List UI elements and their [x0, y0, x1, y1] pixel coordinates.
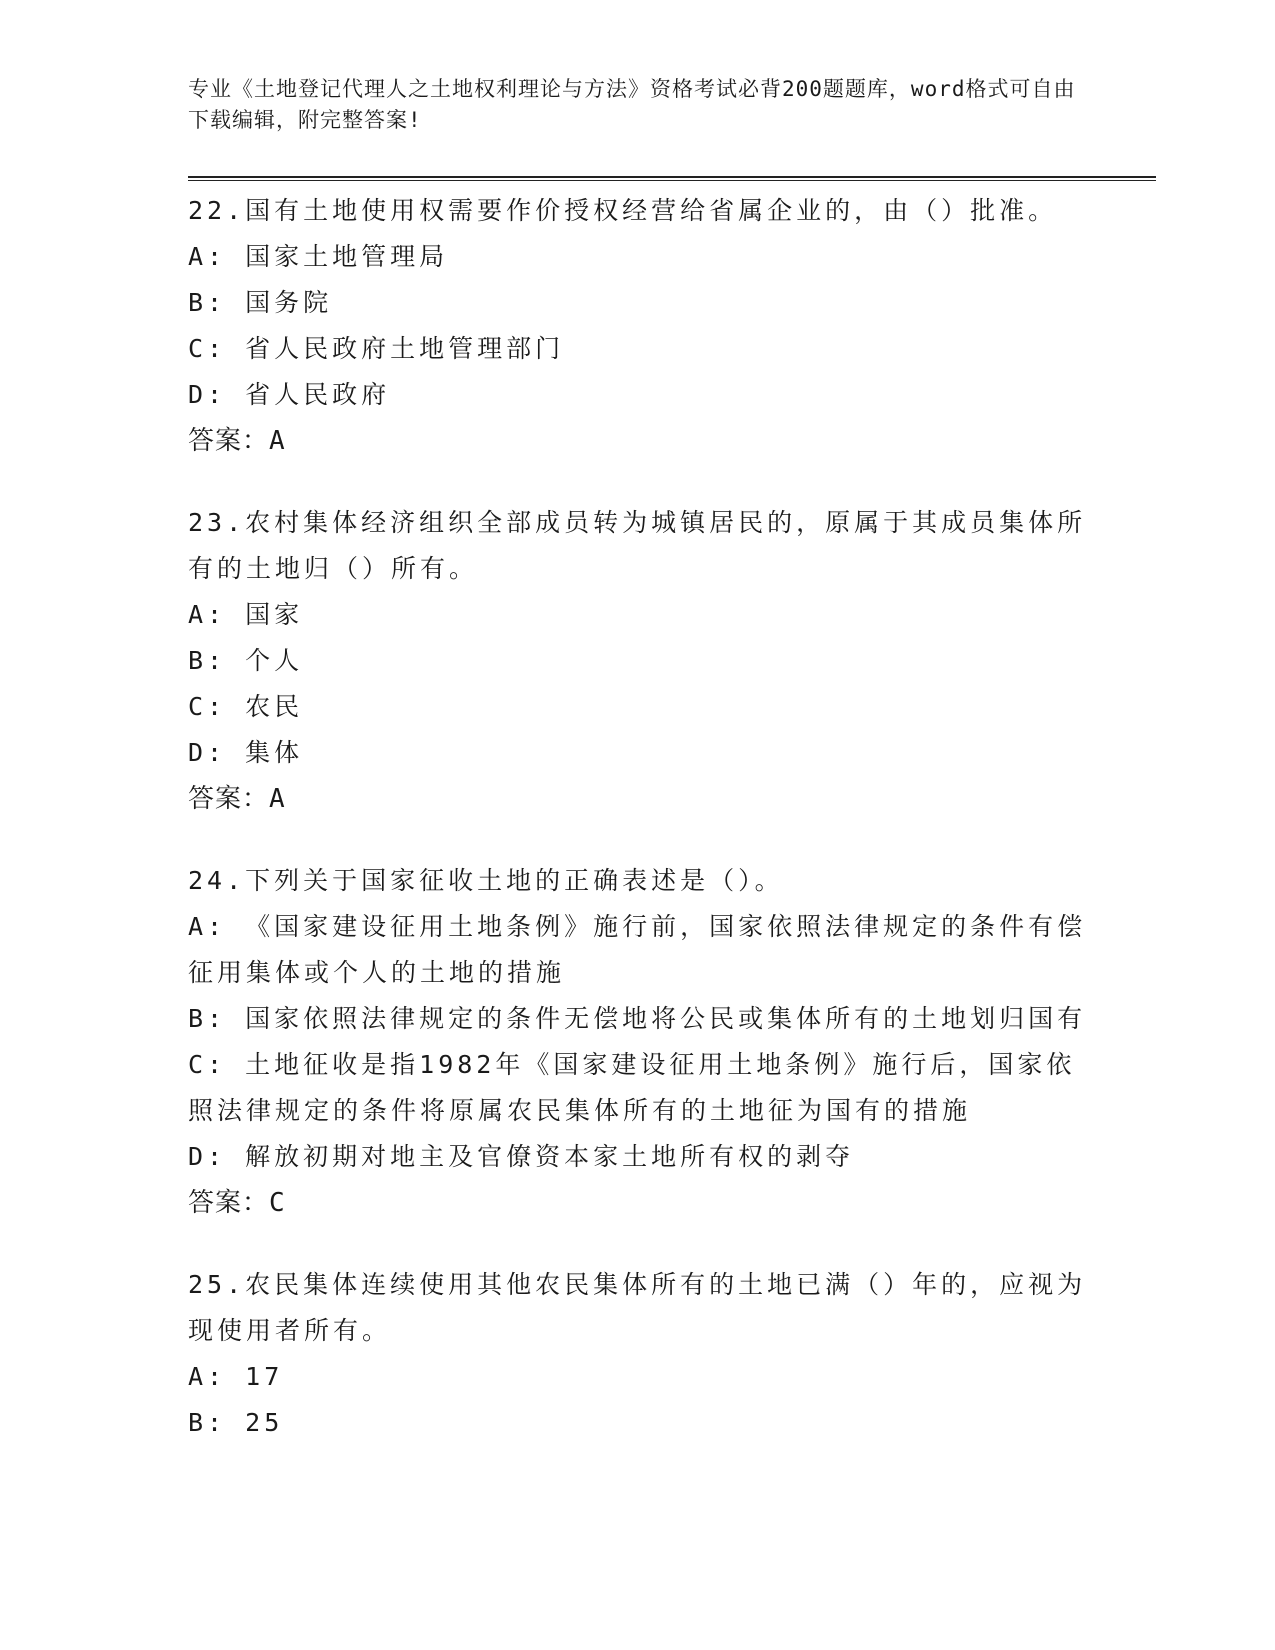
answer-label: 答案： [188, 426, 270, 456]
question-stem: 25.农民集体连续使用其他农民集体所有的土地已满（）年的，应视为现使用者所有。 [188, 1270, 1087, 1345]
option-a: A: 国家 [188, 600, 304, 629]
option-c: C: 农民 [188, 692, 304, 721]
answer-value: C [269, 1188, 286, 1218]
question-list [188, 188, 1088, 1482]
answer-line [188, 1180, 1088, 1226]
option-b: B: 国务院 [188, 288, 333, 317]
option-b: B: 个人 [188, 646, 304, 675]
document-header: 专业《土地登记代理人之土地权利理论与方法》资格考试必背200题题库，word格式可自由下载编辑，附完整答案! [188, 77, 1076, 132]
answer-value: A [269, 784, 286, 814]
answer-line [188, 776, 1088, 822]
answer-label: 答案： [188, 784, 270, 814]
option-b: B: 25 [188, 1408, 284, 1437]
option-d: D: 解放初期对地主及官僚资本家土地所有权的剥夺 [188, 1142, 855, 1171]
option-d: D: 省人民政府 [188, 380, 391, 409]
option-b: B: 国家依照法律规定的条件无偿地将公民或集体所有的土地划归国有 [188, 1004, 1087, 1033]
answer-line [188, 418, 1088, 464]
answer-value: A [269, 426, 286, 456]
question-stem: 23.农村集体经济组织全部成员转为城镇居民的，原属于其成员集体所有的土地归（）所有。 [188, 508, 1087, 583]
question-22 [188, 188, 1088, 464]
answer-label: 答案： [188, 1188, 270, 1218]
header-divider [188, 176, 1156, 181]
option-a: A: 国家土地管理局 [188, 242, 449, 271]
question-stem: 24.下列关于国家征收土地的正确表述是（）。 [188, 866, 784, 895]
option-a: A: 《国家建设征用土地条例》施行前，国家依照法律规定的条件有偿征用集体或个人的土地的措施 [188, 912, 1087, 987]
question-25 [188, 1262, 1088, 1446]
option-c: C: 省人民政府土地管理部门 [188, 334, 565, 363]
question-23 [188, 500, 1088, 822]
question-stem: 22.国有土地使用权需要作价授权经营给省属企业的，由（）批准。 [188, 196, 1058, 225]
option-a: A: 17 [188, 1362, 284, 1391]
question-24 [188, 858, 1088, 1226]
option-c: C: 土地征收是指1982年《国家建设征用土地条例》施行后，国家依照法律规定的条件将原属农民集体所有的土地征为国有的措施 [188, 1050, 1076, 1125]
option-d: D: 集体 [188, 738, 304, 767]
